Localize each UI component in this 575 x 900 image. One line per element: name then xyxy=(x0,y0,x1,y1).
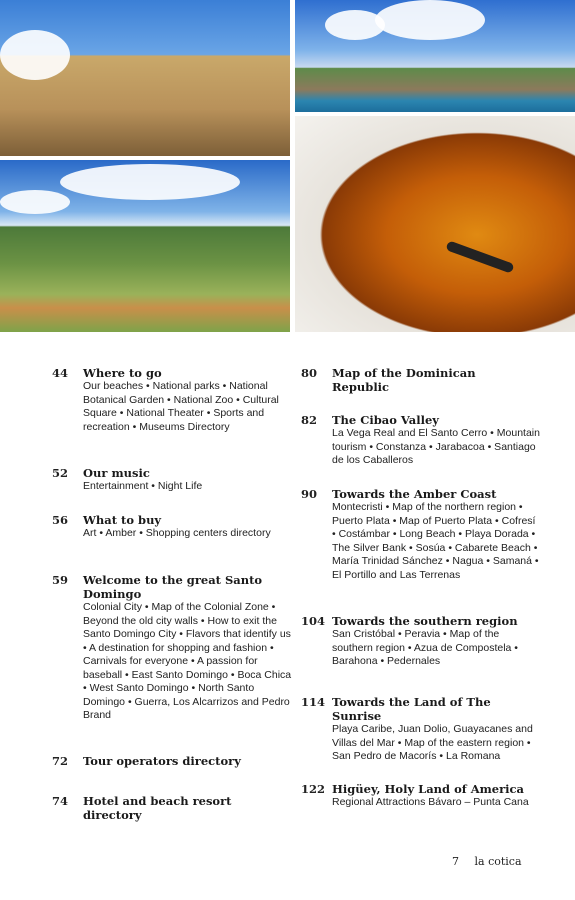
toc-title: Welcome to the great Santo Domingo xyxy=(83,573,263,601)
toc-entry[interactable] xyxy=(301,487,541,614)
toc-title: What to buy xyxy=(83,513,162,527)
toc-entry[interactable] xyxy=(301,695,541,782)
insect-in-amber xyxy=(445,240,514,273)
toc-page-number: 56 xyxy=(52,513,69,527)
page-footer xyxy=(452,855,522,868)
toc-title: Our music xyxy=(83,466,150,480)
amber-insect-photo xyxy=(295,116,575,332)
toc-page-number: 44 xyxy=(52,366,69,380)
toc-page-number: 114 xyxy=(301,695,326,709)
toc-title: Higüey, Holy Land of America xyxy=(332,782,524,796)
page-number: 7 xyxy=(452,855,459,868)
toc-page-number: 104 xyxy=(301,614,326,628)
toc-page-number: 122 xyxy=(301,782,326,796)
toc-description: Colonial City • Map of the Colonial Zone • Beyond the old city walls • How to exit the Santo Domingo City • Flavors that identify us • A destination for shopping and fashion • Carnivals for everyone • A passion for baseball • East Santo Domingo • Boca Chica • West Santo Domingo • North Santo Domingo • Guerra, Los Alcarrizos and Pedro Brand xyxy=(83,601,292,721)
toc-entry[interactable] xyxy=(52,366,292,466)
toc-title: The Cibao Valley xyxy=(332,413,439,427)
toc-description: Regional Attractions Bávaro – Punta Cana xyxy=(332,796,529,808)
toc-page-number: 59 xyxy=(52,573,69,587)
toc-title: Tour operators directory xyxy=(83,754,241,768)
publication-name: la cotica xyxy=(474,855,522,868)
toc-entry[interactable] xyxy=(301,614,541,695)
toc-description: Entertainment • Night Life xyxy=(83,480,203,492)
toc-right-column xyxy=(301,366,541,810)
toc-description: Our beaches • National parks • National Botanical Garden • National Zoo • Cultural Square • National Theater • Sports and recreation • Museums Directory xyxy=(83,380,279,433)
cathedral-photo xyxy=(0,0,290,156)
toc-title: Where to go xyxy=(83,366,162,380)
toc-description: Montecristi • Map of the northern region • Puerto Plata • Map of Puerto Plata • Cofresí • Costámbar • Long Beach • Playa Dorada • The Silver Bank • Sosúa • Cabarete Beach • María Trinidad Sánchez • Nagua • Samaná • El Portillo and Las Terrenas xyxy=(332,501,539,581)
coastal-cliff-photo xyxy=(295,0,575,112)
toc-page-number: 82 xyxy=(301,413,318,427)
toc-entry[interactable] xyxy=(52,513,292,573)
toc-entry[interactable] xyxy=(52,794,292,822)
toc-entry[interactable] xyxy=(52,466,292,513)
toc-title: Hotel and beach resort directory xyxy=(83,794,232,822)
toc-entry[interactable] xyxy=(301,413,541,487)
toc-entry[interactable] xyxy=(52,754,292,794)
toc-page-number: 72 xyxy=(52,754,69,768)
toc-description: Playa Caribe, Juan Dolio, Guayacanes and Villas del Mar • Map of the eastern region • San Pedro de Macorís • La Romana xyxy=(332,723,533,762)
toc-description: La Vega Real and El Santo Cerro • Mountain tourism • Constanza • Jarabacoa • Santiago de los Caballeros xyxy=(332,427,540,466)
toc-entry[interactable] xyxy=(52,573,292,754)
toc-page-number: 80 xyxy=(301,366,318,380)
toc-left-column xyxy=(52,366,292,822)
toc-title: Towards the southern region xyxy=(332,614,518,628)
toc-page-number: 90 xyxy=(301,487,318,501)
toc-entry[interactable] xyxy=(301,366,541,413)
toc-title: Towards the Land of The Sunrise xyxy=(332,695,491,723)
mountain-valley-photo xyxy=(0,160,290,332)
toc-title: Map of the Dominican Republic xyxy=(332,366,476,394)
toc-page-number: 52 xyxy=(52,466,69,480)
toc-page-number: 74 xyxy=(52,794,69,808)
toc-entry[interactable] xyxy=(301,782,541,810)
toc-description: San Cristóbal • Peravia • Map of the southern region • Azua de Compostela • Barahona • Pedernales xyxy=(332,628,518,667)
toc-description: Art • Amber • Shopping centers directory xyxy=(83,527,271,539)
toc-title: Towards the Amber Coast xyxy=(332,487,497,501)
